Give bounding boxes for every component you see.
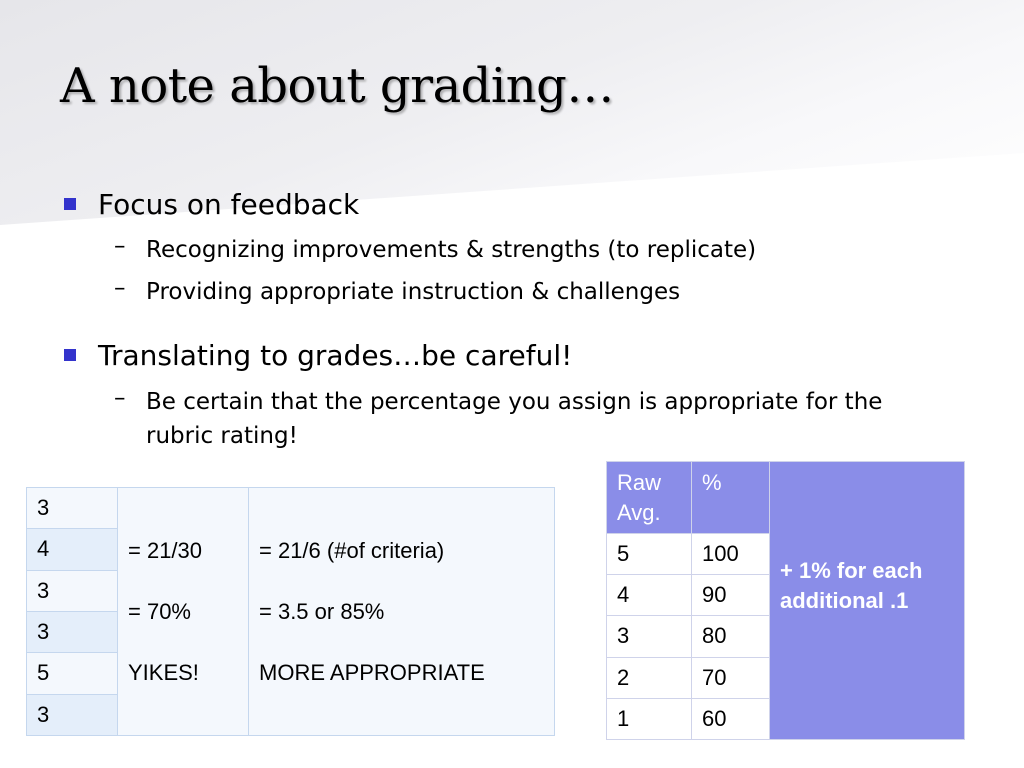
calc-line: = 70% <box>128 599 191 624</box>
conversion-note: + 1% for each additional .1 <box>770 462 965 740</box>
calc-line: = 3.5 or 85% <box>259 599 385 624</box>
bullet-text: Translating to grades…be careful! <box>98 339 573 372</box>
calc-line: = 21/30 <box>128 538 203 563</box>
dash-icon: – <box>114 385 126 411</box>
sub-bullet-1-1 <box>114 233 756 267</box>
sub-bullet-2-1 <box>114 385 954 453</box>
percent-cell: 60 <box>692 698 770 739</box>
sub-bullet-text: Be certain that the percentage you assign is appropriate for the rubric rating! <box>146 389 883 449</box>
header-percent: % <box>692 462 770 534</box>
table-row <box>27 488 555 529</box>
rubric-average-calculation <box>249 488 555 736</box>
header-raw-avg: Raw Avg. <box>607 462 692 534</box>
percent-cell: 100 <box>692 534 770 575</box>
bullet-item-1 <box>64 188 359 221</box>
sub-bullet-text: Providing appropriate instruction & challenges <box>146 279 681 305</box>
sub-bullet-1-2 <box>114 275 680 309</box>
raw-avg-cell: 4 <box>607 575 692 616</box>
score-cell: 3 <box>27 694 118 735</box>
square-bullet-icon <box>64 349 76 361</box>
raw-avg-cell: 5 <box>607 534 692 575</box>
score-cell: 3 <box>27 488 118 529</box>
percent-cell: 80 <box>692 616 770 657</box>
score-calculation-table <box>26 487 555 736</box>
score-cell: 3 <box>27 611 118 652</box>
sub-bullet-text: Recognizing improvements & strengths (to replicate) <box>146 237 757 263</box>
score-cell: 4 <box>27 529 118 570</box>
slide-title: A note about grading… <box>60 58 614 114</box>
conversion-table <box>606 461 965 740</box>
bullet-text: Focus on feedback <box>98 188 360 221</box>
percent-cell: 90 <box>692 575 770 616</box>
percent-cell: 70 <box>692 657 770 698</box>
dash-icon: – <box>114 275 126 301</box>
dash-icon: – <box>114 233 126 259</box>
score-cell: 3 <box>27 570 118 611</box>
raw-avg-cell: 2 <box>607 657 692 698</box>
raw-avg-cell: 3 <box>607 616 692 657</box>
raw-avg-cell: 1 <box>607 698 692 739</box>
score-cell: 5 <box>27 653 118 694</box>
table-header-row <box>607 462 965 534</box>
raw-percent-calculation <box>118 488 249 736</box>
calc-line: = 21/6 (#of criteria) <box>259 538 445 563</box>
square-bullet-icon <box>64 198 76 210</box>
calc-line: MORE APPROPRIATE <box>259 660 485 685</box>
calc-line: YIKES! <box>128 660 199 685</box>
bullet-item-2 <box>64 339 572 372</box>
